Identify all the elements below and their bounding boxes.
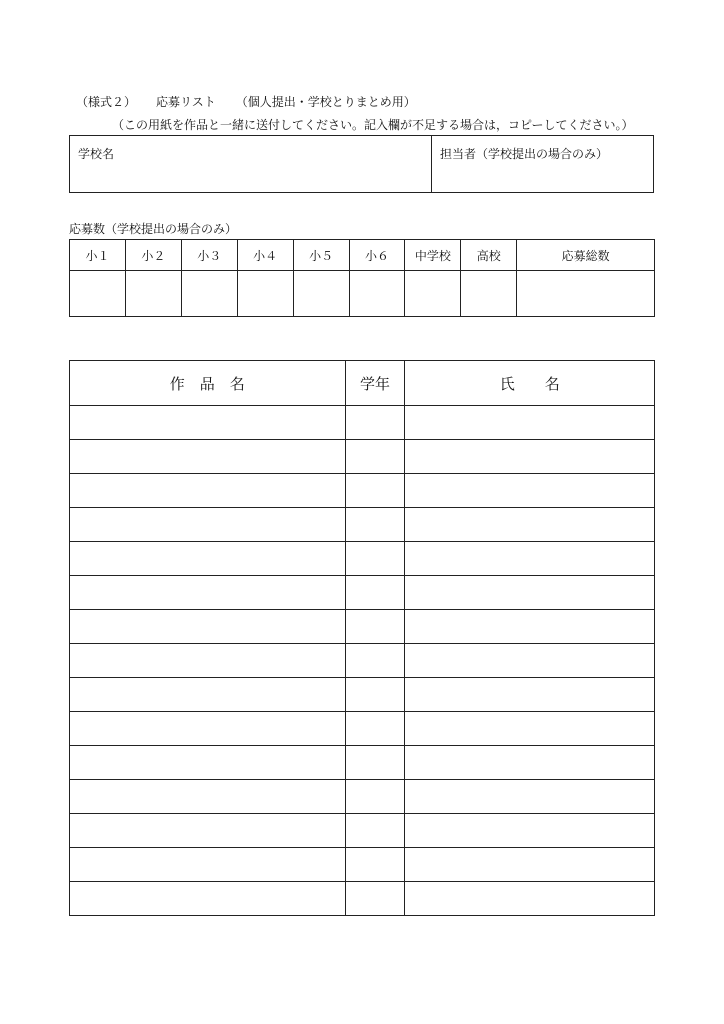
name-cell[interactable] bbox=[405, 542, 655, 576]
grade-cell[interactable] bbox=[345, 780, 405, 814]
name-cell[interactable] bbox=[405, 644, 655, 678]
work-title-cell[interactable] bbox=[70, 814, 346, 848]
grade-cell[interactable] bbox=[345, 814, 405, 848]
work-title-cell[interactable] bbox=[70, 542, 346, 576]
name-cell[interactable] bbox=[405, 610, 655, 644]
work-title-cell[interactable] bbox=[70, 780, 346, 814]
count-cell-grade5[interactable] bbox=[293, 271, 349, 317]
count-cell-grade3[interactable] bbox=[181, 271, 237, 317]
table-row bbox=[70, 440, 655, 474]
grade-cell[interactable] bbox=[345, 406, 405, 440]
count-header-grade4: 小４ bbox=[237, 240, 293, 271]
name-cell[interactable] bbox=[405, 712, 655, 746]
count-cell-total[interactable] bbox=[517, 271, 655, 317]
count-header-grade5: 小５ bbox=[293, 240, 349, 271]
work-title-header: 作 品 名 bbox=[70, 361, 346, 406]
work-title-cell[interactable] bbox=[70, 882, 346, 916]
grade-cell[interactable] bbox=[345, 882, 405, 916]
count-table bbox=[69, 239, 655, 317]
work-title-cell[interactable] bbox=[70, 610, 346, 644]
count-header-grade1: 小１ bbox=[70, 240, 126, 271]
grade-cell[interactable] bbox=[345, 474, 405, 508]
school-name-label: 学校名 bbox=[78, 147, 115, 161]
grade-cell[interactable] bbox=[345, 848, 405, 882]
name-cell[interactable] bbox=[405, 814, 655, 848]
count-header-grade3: 小３ bbox=[181, 240, 237, 271]
name-header: 氏 名 bbox=[405, 361, 655, 406]
count-header-high-school: 高校 bbox=[461, 240, 517, 271]
table-row bbox=[70, 678, 655, 712]
entry-header-row bbox=[70, 361, 655, 406]
grade-cell[interactable] bbox=[345, 610, 405, 644]
table-row bbox=[70, 882, 655, 916]
table-row bbox=[70, 610, 655, 644]
count-cell-grade6[interactable] bbox=[349, 271, 405, 317]
grade-cell[interactable] bbox=[345, 678, 405, 712]
name-cell[interactable] bbox=[405, 440, 655, 474]
table-row bbox=[70, 542, 655, 576]
entry-list-table bbox=[69, 360, 655, 916]
grade-cell[interactable] bbox=[345, 712, 405, 746]
table-row bbox=[70, 474, 655, 508]
count-cell-grade1[interactable] bbox=[70, 271, 126, 317]
count-value-row bbox=[70, 271, 655, 317]
form-purpose: （個人提出・学校とりまとめ用） bbox=[235, 95, 416, 109]
grade-cell[interactable] bbox=[345, 576, 405, 610]
count-cell-junior-high[interactable] bbox=[405, 271, 461, 317]
table-row bbox=[70, 712, 655, 746]
form-number: （様式２） bbox=[76, 95, 137, 109]
work-title-cell[interactable] bbox=[70, 508, 346, 542]
count-header-total: 応募総数 bbox=[517, 240, 655, 271]
count-header-grade6: 小６ bbox=[349, 240, 405, 271]
work-title-cell[interactable] bbox=[70, 406, 346, 440]
teacher-label: 担当者（学校提出の場合のみ） bbox=[440, 147, 609, 161]
name-cell[interactable] bbox=[405, 474, 655, 508]
name-cell[interactable] bbox=[405, 576, 655, 610]
name-cell[interactable] bbox=[405, 678, 655, 712]
name-cell[interactable] bbox=[405, 508, 655, 542]
name-cell[interactable] bbox=[405, 746, 655, 780]
work-title-cell[interactable] bbox=[70, 848, 346, 882]
grade-cell[interactable] bbox=[345, 440, 405, 474]
name-cell[interactable] bbox=[405, 780, 655, 814]
work-title-cell[interactable] bbox=[70, 712, 346, 746]
count-cell-grade4[interactable] bbox=[237, 271, 293, 317]
grade-cell[interactable] bbox=[345, 542, 405, 576]
count-section-label: 応募数（学校提出の場合のみ） bbox=[69, 222, 238, 236]
name-cell[interactable] bbox=[405, 406, 655, 440]
table-row bbox=[70, 814, 655, 848]
work-title-cell[interactable] bbox=[70, 474, 346, 508]
work-title-cell[interactable] bbox=[70, 440, 346, 474]
table-row bbox=[70, 848, 655, 882]
teacher-field[interactable] bbox=[432, 136, 653, 192]
name-cell[interactable] bbox=[405, 882, 655, 916]
count-cell-high-school[interactable] bbox=[461, 271, 517, 317]
grade-header: 学年 bbox=[345, 361, 405, 406]
count-header-junior-high: 中学校 bbox=[405, 240, 461, 271]
count-header-row bbox=[70, 240, 655, 271]
table-row bbox=[70, 576, 655, 610]
form-title-line bbox=[76, 93, 436, 110]
school-name-field[interactable] bbox=[70, 136, 432, 192]
grade-cell[interactable] bbox=[345, 644, 405, 678]
count-cell-grade2[interactable] bbox=[125, 271, 181, 317]
form-note: （この用紙を作品と一緒に送付してください。記入欄が不足する場合は，コピーしてください。） bbox=[112, 118, 634, 132]
form-title: 応募リスト bbox=[156, 95, 216, 109]
grade-cell[interactable] bbox=[345, 746, 405, 780]
grade-cell[interactable] bbox=[345, 508, 405, 542]
work-title-cell[interactable] bbox=[70, 576, 346, 610]
count-header-grade2: 小２ bbox=[125, 240, 181, 271]
table-row bbox=[70, 644, 655, 678]
work-title-cell[interactable] bbox=[70, 644, 346, 678]
name-cell[interactable] bbox=[405, 848, 655, 882]
table-row bbox=[70, 780, 655, 814]
work-title-cell[interactable] bbox=[70, 746, 346, 780]
table-row bbox=[70, 508, 655, 542]
work-title-cell[interactable] bbox=[70, 678, 346, 712]
table-row bbox=[70, 406, 655, 440]
school-info-box bbox=[69, 135, 654, 193]
table-row bbox=[70, 746, 655, 780]
